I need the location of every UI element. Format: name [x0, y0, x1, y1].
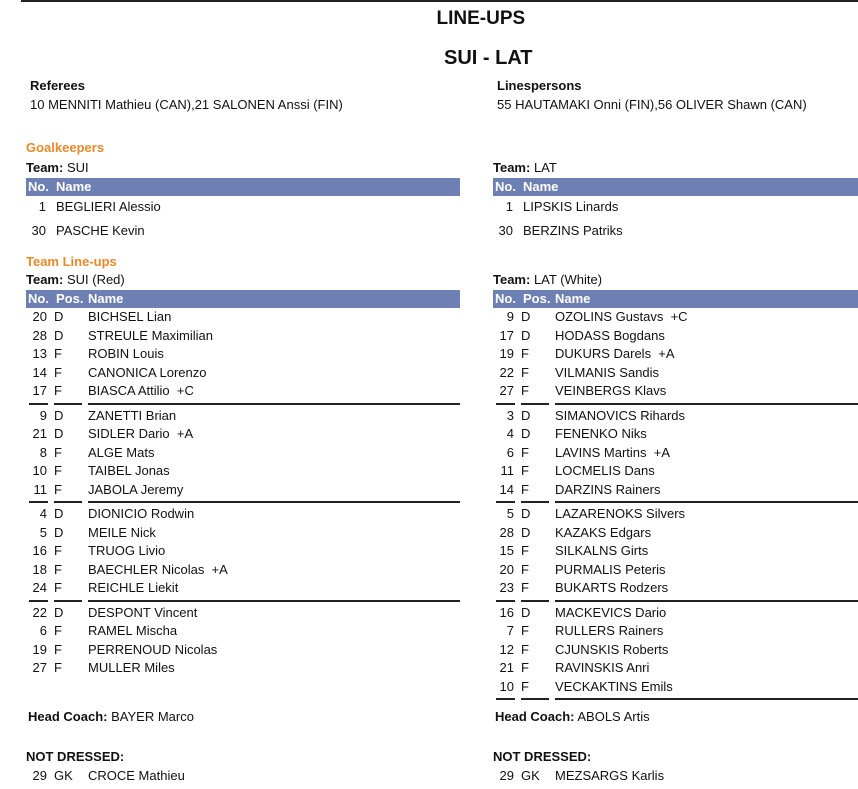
player-row [493, 481, 858, 500]
player-number: 12 [499, 641, 514, 657]
separator-segment [88, 600, 460, 602]
player-name: PASCHE Kevin [56, 223, 145, 238]
line-group [493, 407, 858, 500]
player-name: SIMANOVICS Rihards [555, 407, 686, 423]
player-row [493, 604, 858, 623]
player-position: F [54, 580, 62, 595]
player-name: ZANETTI Brian [88, 407, 177, 423]
player-name: STREULE Maximilian [88, 327, 213, 343]
player-name: TAIBEL Jonas [88, 463, 170, 478]
player-number: 24 [32, 580, 47, 595]
player-number: 16 [32, 543, 47, 558]
player-name: BERZINS Patriks [523, 223, 623, 238]
player-number: 28 [32, 327, 47, 343]
player-row [493, 505, 858, 524]
player-name: MEILE Nick [88, 524, 156, 540]
player-position: D [521, 426, 531, 441]
player-name: SILKALNS Girts [555, 543, 649, 558]
player-number: 11 [500, 463, 514, 478]
player-name: VEINBERGS Klavs [555, 383, 667, 398]
player-number: 13 [32, 346, 47, 361]
separator-segment [555, 600, 858, 602]
page-title: LINE-UPS [436, 8, 526, 29]
separator-segment [54, 600, 82, 602]
goalkeeper-row [26, 198, 460, 216]
player-position: F [54, 481, 62, 497]
player-row [26, 327, 460, 346]
player-row [26, 364, 460, 383]
player-position: F [54, 561, 62, 577]
player-row [26, 542, 460, 561]
player-number: 5 [39, 524, 47, 540]
line-group [26, 604, 460, 678]
separator-segment [521, 501, 549, 503]
head-coach: Head Coach: ABOLS Artis [495, 709, 650, 724]
separator-segment [521, 698, 549, 700]
player-row [493, 542, 858, 561]
player-number: 22 [32, 604, 47, 620]
player-number: 19 [499, 346, 514, 361]
col-name: Name [555, 291, 591, 306]
player-name: LAVINS Martins +A [555, 444, 670, 460]
separator-segment [555, 698, 858, 700]
line-group [26, 407, 460, 500]
linespersons-label: Linespersons [497, 78, 582, 93]
player-position: F [54, 623, 62, 638]
player-position: F [521, 623, 529, 638]
line-group [26, 308, 460, 401]
player-row [26, 407, 460, 426]
gk-table-header [493, 178, 858, 196]
line-separator [493, 696, 858, 702]
player-position: F [521, 481, 529, 497]
player-name: RAVINSKIS Anri [555, 660, 650, 675]
player-position: D [54, 309, 64, 324]
separator-segment [29, 600, 48, 602]
player-position: F [54, 444, 62, 460]
player-number: 14 [32, 364, 47, 380]
line-group [493, 604, 858, 697]
col-name: Name [56, 179, 92, 194]
player-name: LOCMELIS Dans [555, 463, 655, 478]
not-dressed-title: NOT DRESSED: [26, 749, 125, 764]
player-row [26, 524, 460, 543]
player-name: BIASCA Attilio +C [88, 383, 194, 398]
separator-segment [29, 403, 48, 405]
player-number: 9 [39, 407, 47, 423]
player-row [493, 579, 858, 598]
player-number: 4 [506, 426, 514, 441]
match-title: SUI - LAT [444, 47, 533, 69]
player-row [26, 425, 460, 444]
col-no: No. [28, 291, 49, 306]
player-name: BEGLIERI Alessio [56, 199, 161, 214]
player-row [493, 641, 858, 660]
separator-segment [496, 698, 515, 700]
player-name: CANONICA Lorenzo [88, 364, 207, 380]
player-number: 15 [499, 543, 514, 558]
not-dressed-row: 29 GK CROCE Mathieu [32, 768, 185, 783]
player-position: F [521, 364, 529, 380]
player-name: RULLERS Rainers [555, 623, 664, 638]
lineups-title: Team Line-ups [26, 254, 117, 269]
col-no: No. [495, 179, 516, 194]
col-name: Name [523, 179, 559, 194]
player-name: CJUNSKIS Roberts [555, 641, 669, 657]
player-name: BAECHLER Nicolas +A [88, 561, 228, 577]
player-position: F [54, 463, 62, 478]
player-number: 21 [32, 426, 47, 441]
player-name: DIONICIO Rodwin [88, 506, 195, 521]
player-row [26, 561, 460, 580]
player-number: 10 [499, 678, 514, 694]
player-row [493, 659, 858, 678]
line-group [26, 505, 460, 598]
player-position: D [521, 604, 531, 620]
player-row [26, 579, 460, 598]
player-position: F [54, 383, 62, 398]
not-dressed-row: 29 GK MEZSARGS Karlis [499, 768, 665, 783]
player-row [26, 444, 460, 463]
col-pos: Pos. [523, 291, 551, 306]
referees-value: 10 MENNITI Mathieu (CAN),21 SALONEN Anssi (FIN) [30, 97, 343, 112]
player-number: 1 [38, 199, 46, 214]
player-position: F [521, 543, 529, 558]
lineup-lines [26, 308, 460, 678]
col-no: No. [28, 179, 49, 194]
player-number: 17 [499, 327, 514, 343]
player-number: 3 [506, 407, 514, 423]
player-number: 5 [506, 506, 514, 521]
player-number: 6 [39, 623, 47, 638]
player-row [493, 444, 858, 463]
player-row [493, 622, 858, 641]
player-row [26, 481, 460, 500]
player-number: 22 [499, 364, 514, 380]
separator-segment [54, 501, 82, 503]
player-row [493, 327, 858, 346]
player-position: D [54, 506, 64, 521]
linespersons-value: 55 HAUTAMAKI Onni (FIN),56 OLIVER Shawn (CAN) [497, 97, 807, 112]
player-name: RAMEL Mischa [88, 623, 178, 638]
player-position: F [521, 641, 529, 657]
player-name: FENENKO Niks [555, 426, 647, 441]
player-row [493, 407, 858, 426]
player-number: 17 [32, 383, 47, 398]
separator-segment [555, 501, 858, 503]
player-name: PERRENOUD Nicolas [88, 641, 218, 657]
player-name: VILMANIS Sandis [555, 364, 660, 380]
player-position: F [521, 678, 529, 694]
player-number: 10 [32, 463, 47, 478]
separator-segment [555, 403, 858, 405]
line-group [493, 308, 858, 401]
player-position: F [54, 641, 62, 657]
player-position: F [54, 660, 62, 675]
player-row [26, 308, 460, 327]
col-pos: Pos. [56, 291, 84, 306]
line-group [493, 505, 858, 598]
player-position: F [54, 364, 62, 380]
player-number: 19 [32, 641, 47, 657]
separator-segment [521, 600, 549, 602]
player-number: 30 [31, 223, 46, 238]
player-name: DARZINS Rainers [555, 481, 661, 497]
head-coach: Head Coach: BAYER Marco [28, 709, 194, 724]
player-row [26, 622, 460, 641]
player-number: 9 [506, 309, 514, 324]
player-position: D [54, 407, 64, 423]
player-name: KAZAKS Edgars [555, 524, 652, 540]
player-name: VECKAKTINS Emils [555, 678, 673, 694]
player-position: D [521, 309, 531, 324]
player-position: D [521, 506, 531, 521]
separator-segment [521, 403, 549, 405]
goalkeeper-row [26, 222, 460, 240]
goalkeepers-title: Goalkeepers [26, 140, 105, 155]
not-dressed-title: NOT DRESSED: [493, 749, 592, 764]
player-number: 20 [32, 309, 47, 324]
separator-segment [54, 403, 82, 405]
player-position: D [54, 604, 64, 620]
player-position: F [521, 463, 529, 478]
player-name: DESPONT Vincent [88, 604, 198, 620]
player-row [26, 641, 460, 660]
goalkeeper-row [493, 222, 858, 240]
player-position: F [54, 543, 62, 558]
gk-team-label: Team: SUI [26, 160, 89, 175]
referees [30, 78, 343, 112]
player-name: ALGE Mats [88, 444, 155, 460]
player-row [26, 604, 460, 623]
player-number: 30 [498, 223, 513, 238]
player-name: TRUOG Livio [88, 543, 166, 558]
player-position: F [521, 383, 529, 398]
player-number: 27 [32, 660, 47, 675]
linespersons [497, 78, 807, 112]
referees-label: Referees [30, 78, 85, 93]
separator-segment [29, 501, 48, 503]
player-row [493, 561, 858, 580]
player-number: 21 [499, 660, 514, 675]
lineup-team-label: Team: LAT (White) [493, 272, 603, 287]
player-name: SIDLER Dario +A [88, 426, 194, 441]
player-position: F [521, 444, 529, 460]
col-name: Name [88, 291, 124, 306]
player-position: D [521, 524, 531, 540]
separator-segment [88, 501, 460, 503]
player-position: F [521, 346, 529, 361]
player-name: LIPSKIS Linards [523, 199, 619, 214]
player-row [493, 382, 858, 401]
player-position: D [521, 407, 531, 423]
lineup-team-label: Team: SUI (Red) [26, 272, 125, 287]
player-position: D [521, 327, 531, 343]
player-position: D [54, 426, 64, 441]
separator-segment [496, 501, 515, 503]
lineup-lines [493, 308, 858, 702]
player-row [493, 364, 858, 383]
player-row [493, 308, 858, 327]
player-number: 6 [506, 444, 514, 460]
player-name: MACKEVICS Dario [555, 604, 667, 620]
player-row [493, 678, 858, 697]
player-number: 16 [499, 604, 514, 620]
player-row [493, 345, 858, 364]
player-name: DUKURS Darels +A [555, 346, 675, 361]
player-name: ROBIN Louis [88, 346, 164, 361]
separator-segment [88, 403, 460, 405]
player-name: MULLER Miles [88, 660, 175, 675]
player-number: 11 [33, 481, 47, 497]
player-number: 28 [499, 524, 514, 540]
player-row [26, 382, 460, 401]
separator-segment [496, 403, 515, 405]
player-row [26, 659, 460, 678]
separator-segment [496, 600, 515, 602]
player-number: 27 [499, 383, 514, 398]
player-row [26, 345, 460, 364]
player-number: 8 [39, 444, 47, 460]
gk-table-header [26, 178, 460, 196]
player-number: 14 [499, 481, 514, 497]
player-row [493, 425, 858, 444]
player-name: OZOLINS Gustavs +C [555, 309, 688, 324]
lineup-table-header [26, 290, 460, 308]
player-number: 4 [39, 506, 47, 521]
top-rule [21, 0, 858, 2]
player-name: PURMALIS Peteris [555, 561, 666, 577]
player-number: 7 [506, 623, 514, 638]
player-row [493, 524, 858, 543]
player-number: 20 [499, 561, 514, 577]
lineup-table-header [493, 290, 858, 308]
player-name: JABOLA Jeremy [88, 481, 184, 497]
player-position: D [54, 524, 64, 540]
player-name: BICHSEL Lian [88, 309, 172, 324]
player-position: F [521, 561, 529, 577]
player-position: F [521, 660, 529, 675]
goalkeeper-row [493, 198, 858, 216]
player-row [493, 462, 858, 481]
player-name: LAZARENOKS Silvers [555, 506, 686, 521]
player-name: REICHLE Liekit [88, 580, 179, 595]
player-name: BUKARTS Rodzers [555, 580, 669, 595]
player-number: 1 [505, 199, 513, 214]
player-position: D [54, 327, 64, 343]
player-number: 23 [499, 580, 514, 595]
player-position: F [54, 346, 62, 361]
player-row [26, 462, 460, 481]
player-row [26, 505, 460, 524]
gk-team-label: Team: LAT [493, 160, 557, 175]
player-name: HODASS Bogdans [555, 327, 665, 343]
col-no: No. [495, 291, 516, 306]
player-number: 18 [32, 561, 47, 577]
player-position: F [521, 580, 529, 595]
